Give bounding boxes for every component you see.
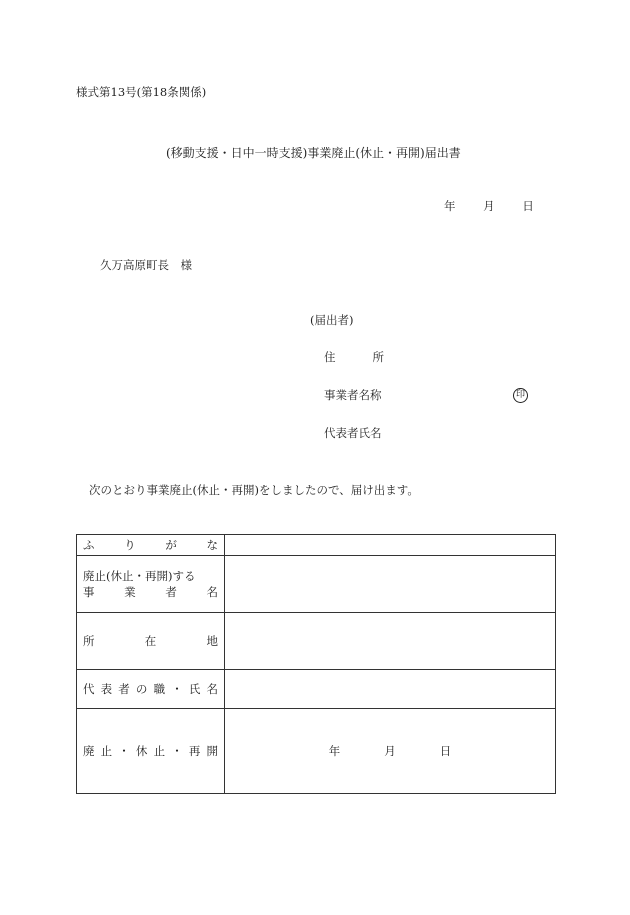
- label-char: 名: [206, 585, 218, 599]
- label-char: 廃: [83, 744, 95, 758]
- form-number: 様式第13号(第18条関係): [76, 85, 207, 99]
- month-label: 月: [483, 199, 495, 213]
- label-char: 代: [83, 682, 95, 696]
- label-char: 氏: [188, 682, 201, 696]
- address-char: 所: [372, 350, 384, 364]
- status-date-field[interactable]: [225, 709, 556, 794]
- label-char: 名: [206, 682, 218, 696]
- seal-icon: 印: [513, 388, 528, 403]
- applicant-representative-label: 代表者氏名: [324, 426, 382, 440]
- business-label-line1: 廃止(休止・再開)する: [83, 569, 196, 583]
- label-char: 休: [135, 744, 148, 758]
- label-char: の: [135, 682, 148, 696]
- representative-field[interactable]: [225, 670, 556, 709]
- status-day-label: 日: [439, 744, 452, 758]
- addressee: 久万高原町長 様: [100, 258, 192, 272]
- label-char: ・: [171, 682, 183, 696]
- status-date: [225, 743, 555, 759]
- status-year-label: 年: [328, 744, 341, 758]
- notification-table: [76, 534, 556, 794]
- location-field[interactable]: [225, 613, 556, 670]
- applicant-heading: (届出者): [310, 313, 354, 327]
- label-char: 業: [124, 585, 136, 599]
- applicant-business-name-label: 事業者名称: [324, 388, 382, 402]
- table-row-location: [77, 613, 556, 670]
- seal-mark: [513, 386, 528, 403]
- label-char: な: [206, 538, 218, 552]
- label-char: 職: [153, 682, 166, 696]
- table-row-furigana: [77, 535, 556, 556]
- status-label: [77, 709, 225, 794]
- label-char: 所: [83, 634, 95, 648]
- label-char: 止: [153, 744, 166, 758]
- label-char: ・: [171, 744, 183, 758]
- furigana-label: [77, 535, 225, 556]
- label-char: ふ: [83, 538, 95, 552]
- business-name-field[interactable]: [225, 556, 556, 613]
- document-title: (移動支援・日中一時支援)事業廃止(休止・再開)届出書: [166, 146, 461, 160]
- label-char: 者: [118, 682, 130, 696]
- label-char: 事: [83, 585, 95, 599]
- year-label: 年: [444, 199, 456, 213]
- label-char: ・: [118, 744, 130, 758]
- label-char: 地: [206, 634, 218, 648]
- table-row-status-date: [77, 709, 556, 794]
- label-char: り: [124, 538, 136, 552]
- furigana-field[interactable]: [225, 535, 556, 556]
- business-label-line2: [83, 584, 218, 600]
- label-char: 表: [100, 682, 113, 696]
- label-char: 再: [188, 744, 201, 758]
- label-char: 者: [165, 585, 177, 599]
- label-char: が: [165, 538, 177, 552]
- status-month-label: 月: [384, 744, 396, 758]
- label-char: 開: [206, 744, 218, 758]
- address-char: 住: [324, 350, 336, 364]
- day-label: 日: [522, 199, 534, 213]
- table-row-representative: [77, 670, 556, 709]
- submission-date: [444, 198, 534, 214]
- applicant-address-label: [324, 349, 384, 365]
- label-char: 止: [100, 744, 113, 758]
- table-row-business-name: [77, 556, 556, 613]
- representative-label: [77, 670, 225, 709]
- business-name-label: [77, 556, 225, 613]
- location-label: [77, 613, 225, 670]
- statement: 次のとおり事業廃止(休止・再開)をしましたので、届け出ます。: [89, 483, 419, 497]
- label-char: 在: [144, 634, 157, 648]
